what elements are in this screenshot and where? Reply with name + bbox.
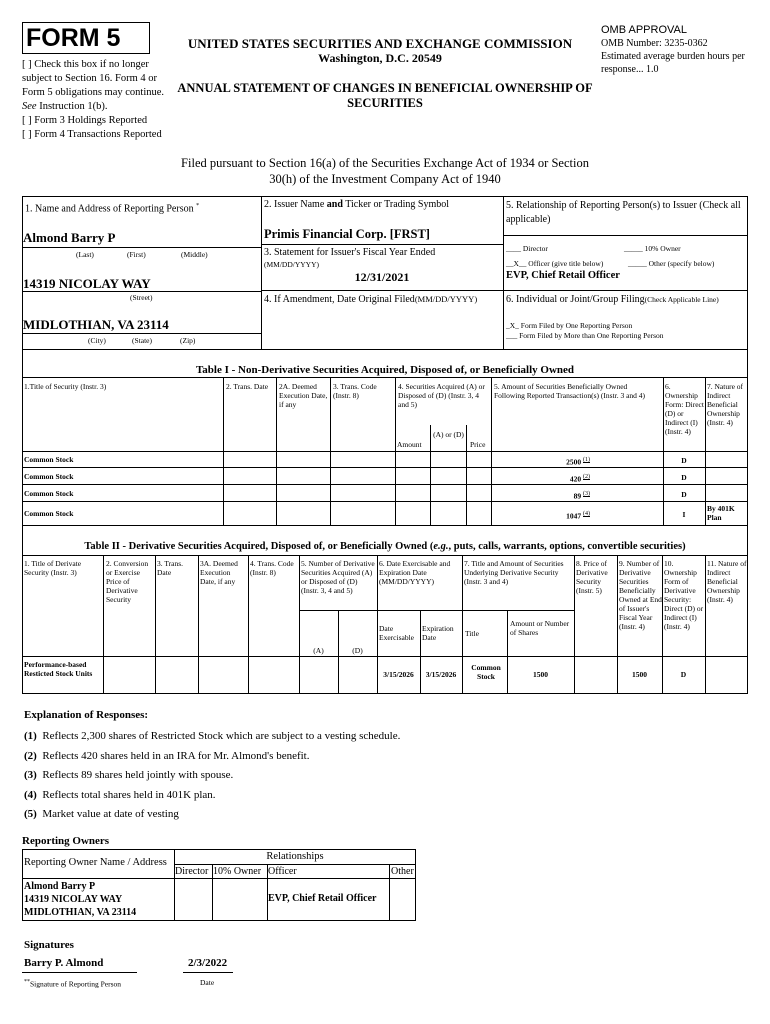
omb-approval: OMB APPROVAL <box>601 24 687 36</box>
t2-row-expiration: 3/15/2026 <box>425 670 457 679</box>
t1-row2-form: D <box>681 473 687 482</box>
t1-h-price: Price <box>470 440 486 449</box>
box3-label: 3. Statement for Issuer's Fiscal Year Ended <box>264 247 436 258</box>
officer-title: EVP, Chief Retail Officer <box>506 270 620 281</box>
form4-checkbox[interactable]: [ ] Form 4 Transactions Reported <box>22 129 162 140</box>
t2-h-form: 10. Ownership Form of Derivative Security: Direct (D) or Indirect (I) (Instr. 4) <box>664 559 704 631</box>
other-header: Other <box>391 866 414 877</box>
state-label: (State) <box>132 336 152 345</box>
signatures-title: Signatures <box>24 939 74 951</box>
issuer-name: Primis Financial Corp. [FRST] <box>264 227 430 241</box>
filed-pursuant: Filed pursuant to Section 16(a) of the Securities Exchange Act of 1934 or Section 30(h) of the Investment Company Act of 1940 <box>181 156 589 186</box>
see-instruction-italic: See <box>22 101 37 112</box>
t2-h-d: (D) <box>352 646 363 655</box>
explanation-num: (5) <box>24 808 37 821</box>
t1-row4-footnote[interactable]: (4) <box>583 511 590 517</box>
box2-label-c: Ticker or Trading Symbol <box>345 199 450 210</box>
explanation-text: Reflects 420 shares held in an IRA for Mr. Almond's benefit. <box>42 749 310 762</box>
officer-header: Officer <box>268 866 297 877</box>
table2-title-a: Table II - Derivative Securities Acquired, Disposed of, or Beneficially Owned ( <box>84 541 434 552</box>
t1-row4-amount <box>494 510 590 521</box>
t1-h-title: 1.Title of Security (Instr. 3) <box>24 382 107 391</box>
t1-row2-title: Common Stock <box>24 472 74 481</box>
box4-sub: (MM/DD/YYYY) <box>414 294 478 304</box>
t2-h-deriv-price: 8. Price of Derivative Security (Instr. 5) <box>576 559 608 595</box>
omb-box <box>601 24 751 76</box>
director-header: Director <box>175 866 209 877</box>
explanation-item <box>24 786 400 806</box>
t2-h-under-title: Title <box>465 629 479 638</box>
table2-title-b: , puts, calls, warrants, options, convertible securities) <box>448 541 686 552</box>
explanation-num: (1) <box>24 730 37 742</box>
t1-row4-form: I <box>682 510 686 519</box>
t1-h-code: 3. Trans. Code (Instr. 8) <box>333 382 377 400</box>
street-label: (Street) <box>130 293 153 302</box>
owner-name: Almond Barry P <box>24 881 96 892</box>
t2-h-underlying: 7. Title and Amount of Securities Underlying Derivative Security (Instr. 3 and 4) <box>464 559 564 586</box>
t1-row1-amount <box>494 456 590 467</box>
other-checkbox[interactable]: _____ Other (specify below) <box>628 259 715 268</box>
explanation-list <box>24 727 400 825</box>
t1-row3-footnote[interactable]: (3) <box>583 491 590 497</box>
middle-label: (Middle) <box>181 250 208 259</box>
explanation-num: (3) <box>24 769 37 782</box>
box1-label <box>25 203 199 214</box>
omb-number: OMB Number: 3235-0362 <box>601 38 708 49</box>
owner-street: 14319 NICOLAY WAY <box>24 894 123 905</box>
t1-row1-footnote[interactable]: (1) <box>583 457 590 463</box>
statement-title: ANNUAL STATEMENT OF CHANGES IN BENEFICIAL OWNERSHIP OF SECURITIES <box>177 81 593 110</box>
t2-row-form: D <box>680 670 687 679</box>
agency-name: UNITED STATES SECURITIES AND EXCHANGE COMMISSION <box>187 36 573 51</box>
city-label: (City) <box>88 336 106 345</box>
explanation-item <box>24 747 400 767</box>
t1-h-aord: (A) or (D) <box>433 430 464 439</box>
zip-label: (Zip) <box>180 336 196 345</box>
t2-h-expiration: Expiration Date <box>422 624 454 642</box>
t1-row1-form: D <box>681 456 687 465</box>
box2-label-a: 2. Issuer Name <box>264 199 325 210</box>
t2-h-under-amount: Amount or Number of Shares <box>510 619 570 637</box>
first-label: (First) <box>127 250 146 259</box>
t2-h-deemed: 3A. Deemed Execution Date, if any <box>200 559 238 586</box>
t2-h-nature: 11. Nature of Indirect Beneficial Ownership (Instr. 4) <box>707 559 747 604</box>
t1-row4-nature: By 401K Plan <box>707 504 735 522</box>
more-persons-checkbox[interactable]: ___ Form Filed by More than One Reporting Person <box>506 331 664 340</box>
t1-row1-amount-value: 2500 <box>566 457 582 467</box>
reporting-person-street: 14319 NICOLAY WAY <box>23 276 151 291</box>
t1-row3-amount <box>494 490 590 501</box>
t1-h-date: 2. Trans. Date <box>226 382 269 391</box>
t1-h-form: 6. Ownership Form: Direct (D) or Indirect (I) (Instr. 4) <box>665 382 704 436</box>
ten-pct-checkbox[interactable]: _____ 10% Owner <box>624 244 681 253</box>
t2-h-dates: 6. Date Exercisable and Expiration Date (MM/DD/YYYY) <box>379 559 451 586</box>
reporting-person-name: Almond Barry P <box>23 230 116 245</box>
box2-label <box>264 199 449 210</box>
t1-row4-amount-value: 1047 <box>566 511 582 521</box>
t1-row2-amount <box>494 473 590 484</box>
explanation-text: Reflects 89 shares held jointly with spouse. <box>42 769 234 782</box>
t1-row3-amount-value: 89 <box>573 491 582 501</box>
box3-sub: (MM/DD/YYYY) <box>264 260 319 269</box>
director-checkbox[interactable]: ____ Director <box>506 244 548 253</box>
t2-h-date: 3. Trans. Date <box>157 559 184 577</box>
explanation-title: Explanation of Responses: <box>24 709 149 721</box>
t1-row2-footnote[interactable]: (2) <box>583 474 590 480</box>
box6-label <box>506 294 719 305</box>
t2-h-code: 4. Trans. Code (Instr. 8) <box>250 559 294 577</box>
ten-pct-header: 10% Owner <box>213 866 262 877</box>
reporting-person-city: MIDLOTHIAN, VA 23114 <box>23 317 169 332</box>
explanation-text: Reflects total shares held in 401K plan. <box>42 788 216 801</box>
fiscal-year-end: 12/31/2021 <box>354 270 410 284</box>
form-title-box <box>22 22 150 54</box>
box5-label: 5. Relationship of Reporting Person(s) to Issuer (Check all applicable) <box>506 200 741 225</box>
signature-label-text: Signature of Reporting Person <box>30 979 122 989</box>
t2-h-price: 2. Conversion or Exercise Price of Derivative Security <box>106 559 149 604</box>
omb-burden: Estimated average burden hours per response... 1.0 <box>601 51 745 75</box>
t2-row-under-title: Common Stock <box>471 663 501 681</box>
t1-row3-form: D <box>681 490 687 499</box>
signature-name: Barry P. Almond <box>24 957 104 969</box>
t1-h-amount: Amount <box>397 440 422 449</box>
t2-row-number-owned: 1500 <box>632 670 647 679</box>
last-label: (Last) <box>76 250 94 259</box>
see-instruction-rest: Instruction 1(b). <box>39 101 108 112</box>
table2-title-eg: e.g. <box>433 541 449 552</box>
t1-h-nature: 7. Nature of Indirect Beneficial Ownership (Instr. 4) <box>707 382 744 427</box>
explanation-item <box>24 727 400 747</box>
box1-label-text: 1. Name and Address of Reporting Person <box>25 203 194 215</box>
t2-h-a: (A) <box>313 646 324 655</box>
checkbox-text <box>22 58 170 142</box>
owner-address <box>24 880 136 919</box>
owner-officer-title: EVP, Chief Retail Officer <box>268 893 377 904</box>
explanation-item <box>24 805 400 825</box>
t1-row3-title: Common Stock <box>24 489 74 498</box>
explanation-num: (2) <box>24 749 37 762</box>
signature-date: 2/3/2022 <box>188 957 228 969</box>
t2-row-title: Performance-based Resticted Stock Units <box>24 660 93 678</box>
t1-h-deemed: 2A. Deemed Execution Date, if any <box>279 382 328 409</box>
t1-h-acquired: 4. Securities Acquired (A) or Disposed of (D) (Instr. 3, 4 and 5) <box>398 382 485 409</box>
signature-label-mark: ** <box>24 979 30 985</box>
signature-label <box>24 978 121 989</box>
explanation-item <box>24 766 400 786</box>
t2-h-number-owned: 9. Number of Derivative Securities Beneficially Owned at End of Issuer's Fiscal Year (Instr. 4) <box>619 559 662 631</box>
box2-label-b: and <box>326 199 343 210</box>
box6-sub: (Check Applicable Line) <box>644 295 719 304</box>
owners-title: Reporting Owners <box>22 835 110 847</box>
t2-h-title: 1. Title of Derivate Security (Instr. 3) <box>24 559 82 577</box>
t2-h-exercisable: Date Exercisable <box>379 624 414 642</box>
table2-title <box>22 541 748 552</box>
form-title: FORM 5 <box>26 24 121 52</box>
check-box-text: [ ] Check this box if no longer subject to Section 16. Form 4 or Form 5 obligations may continue. <box>22 59 165 98</box>
box1-label-mark: * <box>196 203 200 209</box>
explanation-text: Market value at date of vesting <box>42 808 179 821</box>
t1-row2-amount-value: 420 <box>569 474 582 484</box>
t2-row-exercisable: 3/15/2026 <box>383 670 414 679</box>
date-label: Date <box>200 978 215 987</box>
explanation-num: (4) <box>24 788 37 801</box>
officer-checkbox[interactable]: __X__ Officer (give title below) <box>506 259 604 268</box>
t1-row4-title: Common Stock <box>24 509 74 518</box>
relationships-header: Relationships <box>266 851 324 862</box>
owner-name-header: Reporting Owner Name / Address <box>24 857 167 868</box>
box6-label-text: 6. Individual or Joint/Group Filing <box>506 294 645 305</box>
agency-city: Washington, D.C. 20549 <box>318 51 442 65</box>
box4-label <box>264 294 477 305</box>
one-person-checkbox[interactable]: _X_ Form Filed by One Reporting Person <box>506 321 633 330</box>
explanation-text: Reflects 2,300 shares of Restricted Stock which are subject to a vesting schedule. <box>42 730 401 742</box>
t1-h-owned: 5. Amount of Securities Beneficially Owned Following Reported Transaction(s) (Instr. 3 and 4) <box>494 382 646 400</box>
box4-label-text: 4. If Amendment, Date Original Filed <box>264 294 415 305</box>
form3-checkbox[interactable]: [ ] Form 3 Holdings Reported <box>22 115 148 126</box>
t2-row-under-amount: 1500 <box>533 670 548 679</box>
table1-title: Table I - Non-Derivative Securities Acquired, Disposed of, or Beneficially Owned <box>195 364 575 376</box>
t2-h-number: 5. Number of Derivative Securities Acquired (A) or Disposed of (D) (Instr. 3, 4 and 5) <box>301 559 375 595</box>
t1-row1-title: Common Stock <box>24 455 74 464</box>
owner-city: MIDLOTHIAN, VA 23114 <box>24 907 137 918</box>
